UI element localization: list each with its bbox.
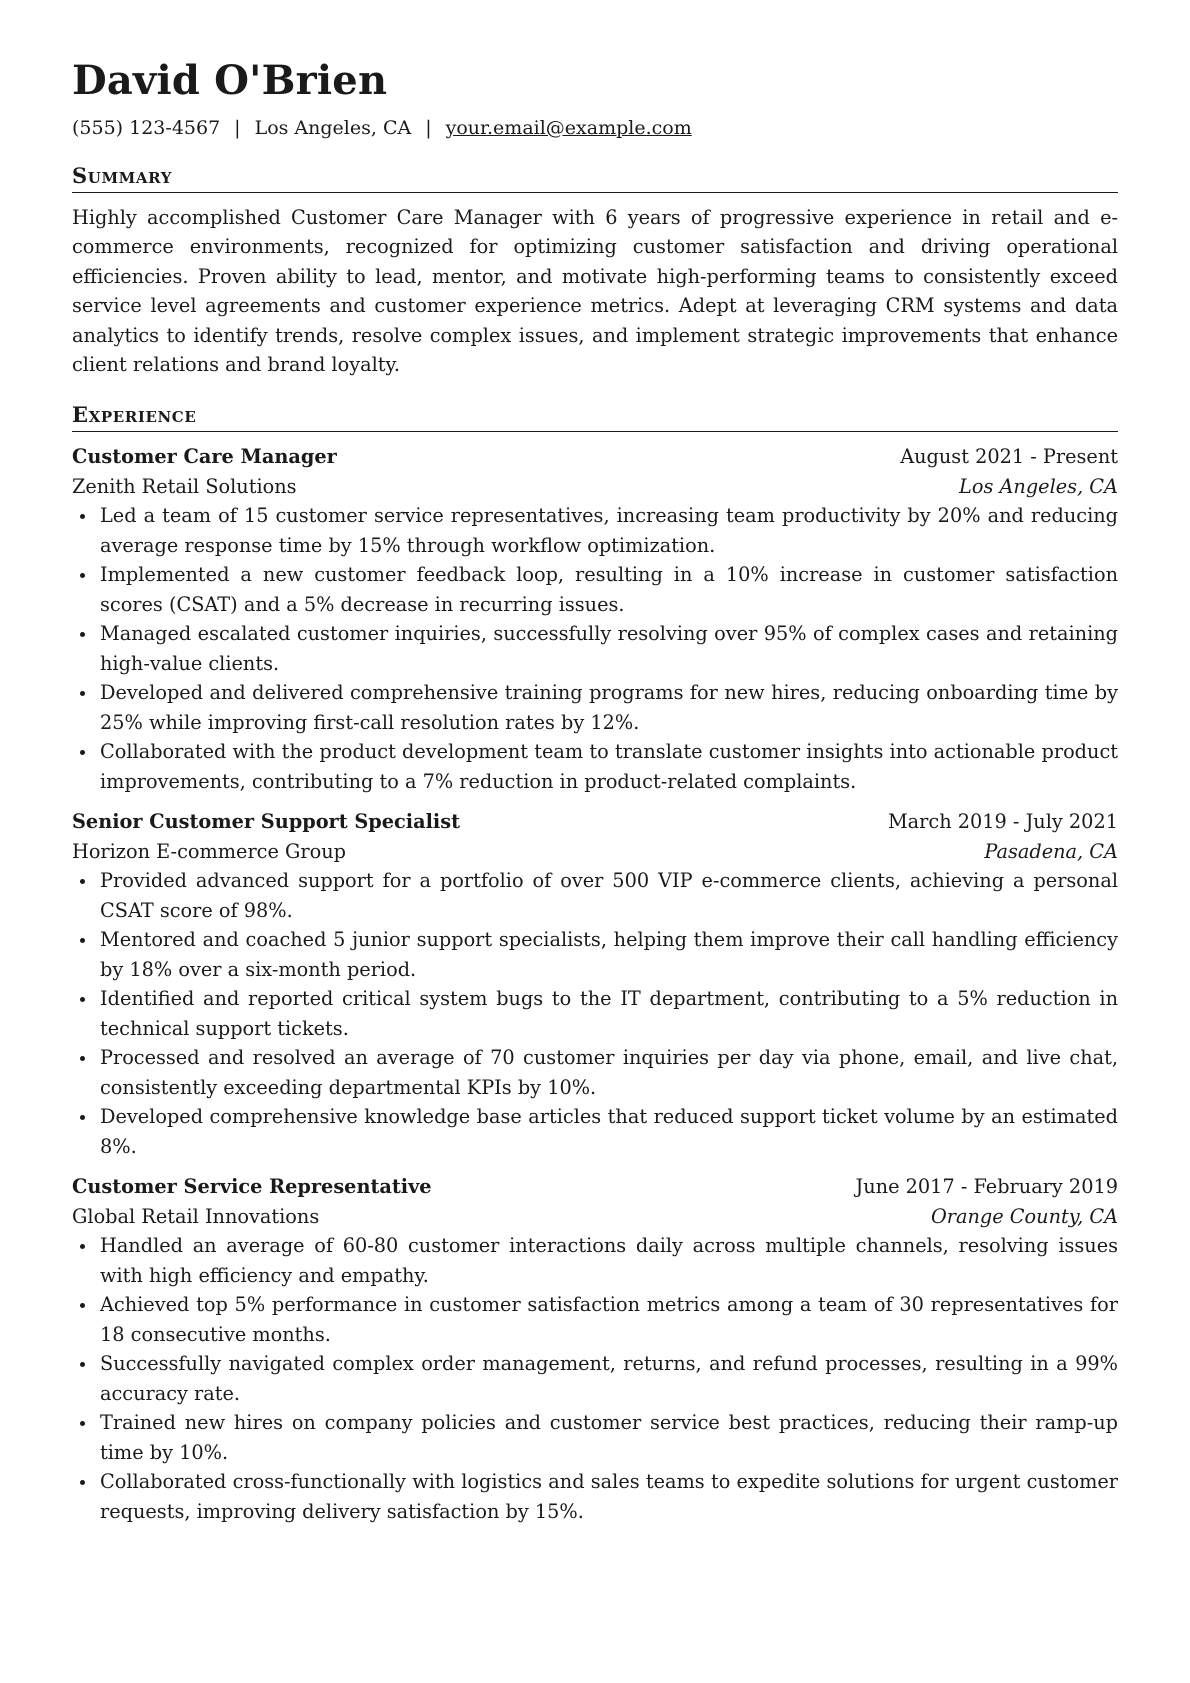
job-bullet — [72, 678, 1118, 737]
job-bullets — [72, 501, 1118, 796]
phone-number: (555) 123-4567 — [72, 117, 221, 139]
job-dates: March 2019 - July 2021 — [887, 810, 1118, 834]
contact-line — [72, 116, 1118, 141]
summary-heading: Summary — [72, 163, 1118, 193]
job-bullet — [72, 866, 1118, 925]
job-bullet-text: Processed and resolved an average of 70 customer inquiries per day via phone, email, and live chat, consistently exceeding departmental KPIs by 10%. — [100, 1046, 1118, 1099]
job-bullet — [72, 501, 1118, 560]
experience-heading: Experience — [72, 402, 1118, 432]
job-company-row — [72, 472, 1118, 502]
bullet-dot-icon — [80, 1056, 85, 1061]
job-header-row — [72, 807, 1118, 837]
job-bullet-text: Developed comprehensive knowledge base articles that reduced support ticket volume by an estimated 8%. — [100, 1105, 1118, 1158]
job-entry — [72, 807, 1118, 1161]
bullet-dot-icon — [80, 750, 85, 755]
job-bullet — [72, 1102, 1118, 1161]
job-bullet — [72, 1043, 1118, 1102]
job-header-row — [72, 1172, 1118, 1202]
email-link[interactable]: your.email@example.com — [445, 117, 692, 139]
job-bullet-text: Managed escalated customer inquiries, successfully resolving over 95% of complex cases and retaining high-value clients. — [100, 622, 1118, 675]
job-bullet — [72, 1231, 1118, 1290]
job-company-row — [72, 1202, 1118, 1232]
bullet-dot-icon — [80, 573, 85, 578]
contact-separator: | — [234, 117, 241, 139]
job-bullet-text: Trained new hires on company policies and customer service best practices, reducing their ramp-up time by 10%. — [100, 1411, 1118, 1464]
bullet-dot-icon — [80, 1303, 85, 1308]
experience-list — [72, 442, 1118, 1526]
job-bullet-text: Achieved top 5% performance in customer satisfaction metrics among a team of 30 representatives for 18 consecutive months. — [100, 1293, 1118, 1346]
job-bullet — [72, 925, 1118, 984]
job-bullet-text: Handled an average of 60-80 customer interactions daily across multiple channels, resolving issues with high efficiency and empathy. — [100, 1234, 1118, 1287]
bullet-dot-icon — [80, 938, 85, 943]
job-bullet — [72, 737, 1118, 796]
job-title: Customer Service Representative — [72, 1175, 432, 1199]
job-bullet — [72, 619, 1118, 678]
job-location: Orange County, CA — [930, 1204, 1118, 1228]
job-bullet — [72, 1408, 1118, 1467]
bullet-dot-icon — [80, 1115, 85, 1120]
location: Los Angeles, CA — [254, 117, 412, 139]
bullet-dot-icon — [80, 691, 85, 696]
job-company: Horizon E-commerce Group — [72, 839, 346, 863]
summary-text: Highly accomplished Customer Care Manager with 6 years of progressive experience in retail and e-commerce environments, recognized for optimizing customer satisfaction and driving operational efficiencies. Proven ability to lead, mentor, and motivate high-performing teams to consistently exceed service level agreements and customer experience metrics. Adept at leveraging CRM systems and data analytics to identify trends, resolve complex issues, and implement strategic improvements that enhance client relations and brand loyalty. — [72, 205, 1118, 377]
job-dates: August 2021 - Present — [900, 445, 1118, 469]
bullet-dot-icon — [80, 997, 85, 1002]
job-bullet-text: Identified and reported critical system bugs to the IT department, contributing to a 5% reduction in technical support tickets. — [100, 987, 1118, 1040]
job-title: Senior Customer Support Specialist — [72, 810, 460, 834]
job-company-row — [72, 837, 1118, 867]
job-bullet — [72, 560, 1118, 619]
job-title: Customer Care Manager — [72, 445, 337, 469]
job-company: Zenith Retail Solutions — [72, 474, 297, 498]
job-bullet-text: Developed and delivered comprehensive training programs for new hires, reducing onboarding time by 25% while improving first-call resolution rates by 12%. — [100, 681, 1118, 734]
job-bullet-text: Collaborated cross-functionally with logistics and sales teams to expedite solutions for urgent customer requests, improving delivery satisfaction by 15%. — [100, 1470, 1118, 1523]
job-bullet — [72, 984, 1118, 1043]
job-bullet-text: Successfully navigated complex order management, returns, and refund processes, resulting in a 99% accuracy rate. — [100, 1352, 1118, 1405]
contact-separator: | — [425, 117, 432, 139]
job-bullet-text: Led a team of 15 customer service representatives, increasing team productivity by 20% and reducing average response time by 15% through workflow optimization. — [100, 504, 1118, 557]
bullet-dot-icon — [80, 879, 85, 884]
job-bullet-text: Provided advanced support for a portfolio of over 500 VIP e-commerce clients, achieving a personal CSAT score of 98%. — [100, 869, 1118, 922]
job-bullet — [72, 1290, 1118, 1349]
bullet-dot-icon — [80, 1480, 85, 1485]
bullet-dot-icon — [80, 514, 85, 519]
bullet-dot-icon — [80, 1244, 85, 1249]
job-bullets — [72, 1231, 1118, 1526]
job-bullets — [72, 866, 1118, 1161]
bullet-dot-icon — [80, 632, 85, 637]
job-dates: June 2017 - February 2019 — [855, 1175, 1118, 1199]
job-bullet-text: Mentored and coached 5 junior support specialists, helping them improve their call handling efficiency by 18% over a six-month period. — [100, 928, 1118, 981]
job-company: Global Retail Innovations — [72, 1204, 320, 1228]
job-location: Pasadena, CA — [984, 839, 1118, 863]
job-bullet — [72, 1349, 1118, 1408]
job-entry — [72, 1172, 1118, 1526]
candidate-name: David O'Brien — [72, 57, 388, 104]
job-bullet-text: Implemented a new customer feedback loop, resulting in a 10% increase in customer satisfaction scores (CSAT) and a 5% decrease in recurring issues. — [100, 563, 1118, 616]
job-entry — [72, 442, 1118, 796]
job-location: Los Angeles, CA — [959, 474, 1118, 498]
job-header-row — [72, 442, 1118, 472]
bullet-dot-icon — [80, 1362, 85, 1367]
job-bullet-text: Collaborated with the product development team to translate customer insights into actionable product improvements, contributing to a 7% reduction in product-related complaints. — [100, 740, 1118, 793]
bullet-dot-icon — [80, 1421, 85, 1426]
job-bullet — [72, 1467, 1118, 1526]
